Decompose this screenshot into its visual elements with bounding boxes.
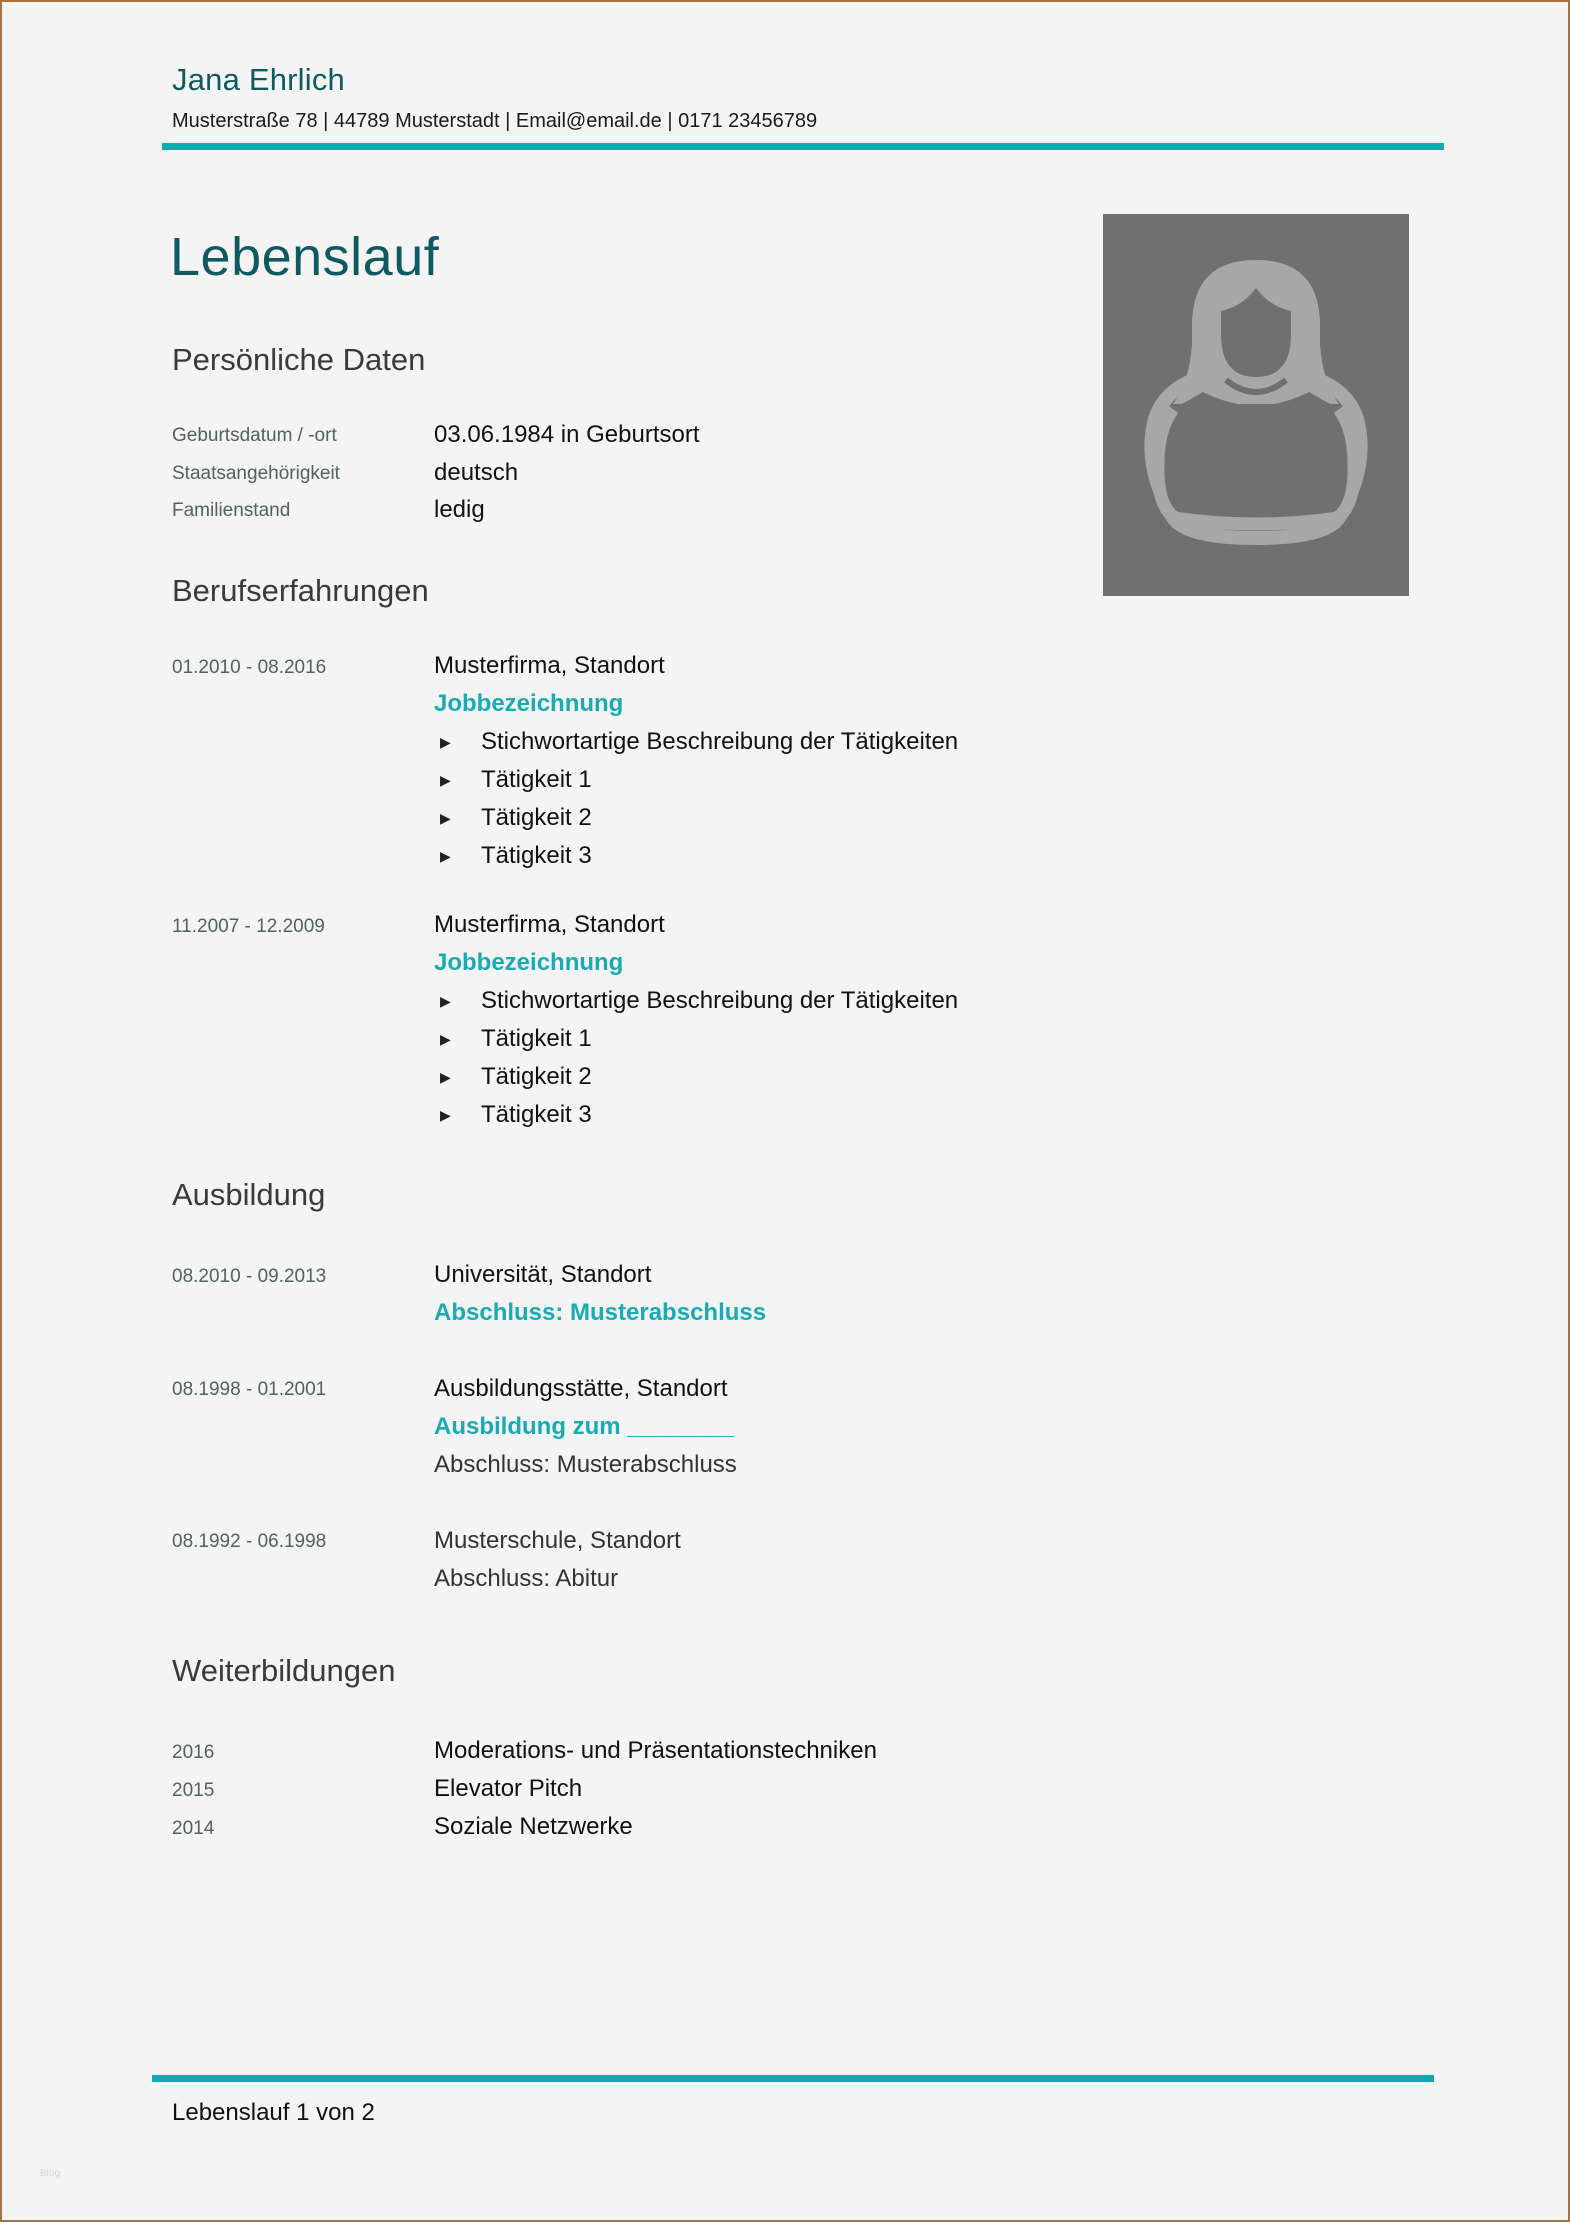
experience-bullet: Tätigkeit 3: [481, 842, 592, 869]
experience-bullet: Tätigkeit 1: [481, 1025, 592, 1052]
page-title: Lebenslauf: [170, 227, 440, 287]
training-title: Soziale Netzwerke: [434, 1813, 633, 1840]
training-year: 2016: [172, 1742, 215, 1763]
contact-line: Musterstraße 78 | 44789 Musterstadt | Email@email.de | 0171 23456789: [172, 110, 818, 132]
experience-role: Jobbezeichnung: [434, 690, 624, 717]
bullet-arrow-icon: ▶: [440, 772, 451, 788]
education-highlight: Ausbildung zum ________: [434, 1413, 735, 1440]
bullet-arrow-icon: ▶: [440, 734, 451, 750]
education-date: 08.2010 - 09.2013: [172, 1266, 327, 1287]
experience-role: Jobbezeichnung: [434, 949, 624, 976]
section-heading-personal: Persönliche Daten: [172, 342, 426, 377]
section-heading-experience: Berufserfahrungen: [172, 573, 429, 608]
personal-label: Familienstand: [172, 500, 291, 521]
header-divider: [162, 143, 1444, 150]
bullet-arrow-icon: ▶: [440, 993, 451, 1009]
experience-bullet: Stichwortartige Beschreibung der Tätigkeiten: [481, 728, 959, 755]
education-detail: Abschluss: Musterabschluss: [434, 1451, 737, 1478]
education-date: 08.1998 - 01.2001: [172, 1379, 327, 1400]
experience-bullet: Tätigkeit 1: [481, 766, 592, 793]
experience-date: 11.2007 - 12.2009: [172, 916, 325, 937]
section-heading-training: Weiterbildungen: [172, 1653, 396, 1688]
bullet-arrow-icon: ▶: [440, 1107, 451, 1123]
bullet-arrow-icon: ▶: [440, 848, 451, 864]
personal-label: Staatsangehörigkeit: [172, 463, 340, 484]
footer-divider: [152, 2075, 1434, 2082]
experience-bullet: Tätigkeit 3: [481, 1101, 592, 1128]
experience-date: 01.2010 - 08.2016: [172, 657, 327, 678]
bullet-arrow-icon: ▶: [440, 1031, 451, 1047]
section-heading-education: Ausbildung: [172, 1177, 326, 1212]
education-highlight: Abschluss: Musterabschluss: [434, 1299, 767, 1326]
female-user-placeholder-icon: [1103, 214, 1409, 596]
watermark: Blog: [40, 2168, 61, 2179]
training-title: Elevator Pitch: [434, 1775, 583, 1802]
education-institution: Musterschule, Standort: [434, 1527, 681, 1554]
personal-value: ledig: [434, 496, 485, 523]
page-number: Lebenslauf 1 von 2: [172, 2099, 375, 2126]
experience-company: Musterfirma, Standort: [434, 652, 665, 679]
photo-placeholder: [1103, 214, 1409, 596]
training-title: Moderations- und Präsentationstechniken: [434, 1737, 877, 1764]
personal-label: Geburtsdatum / -ort: [172, 425, 337, 446]
training-year: 2015: [172, 1780, 215, 1801]
bullet-arrow-icon: ▶: [440, 810, 451, 826]
training-year: 2014: [172, 1818, 215, 1839]
experience-bullet: Tätigkeit 2: [481, 804, 592, 831]
personal-value: deutsch: [434, 459, 519, 486]
experience-company: Musterfirma, Standort: [434, 911, 665, 938]
experience-bullet: Tätigkeit 2: [481, 1063, 592, 1090]
bullet-arrow-icon: ▶: [440, 1069, 451, 1085]
education-institution: Ausbildungsstätte, Standort: [434, 1375, 728, 1402]
applicant-name: Jana Ehrlich: [172, 62, 345, 97]
education-detail: Abschluss: Abitur: [434, 1565, 619, 1592]
personal-value: 03.06.1984 in Geburtsort: [434, 421, 700, 448]
education-date: 08.1992 - 06.1998: [172, 1531, 327, 1552]
experience-bullet: Stichwortartige Beschreibung der Tätigkeiten: [481, 987, 959, 1014]
education-institution: Universität, Standort: [434, 1261, 652, 1288]
